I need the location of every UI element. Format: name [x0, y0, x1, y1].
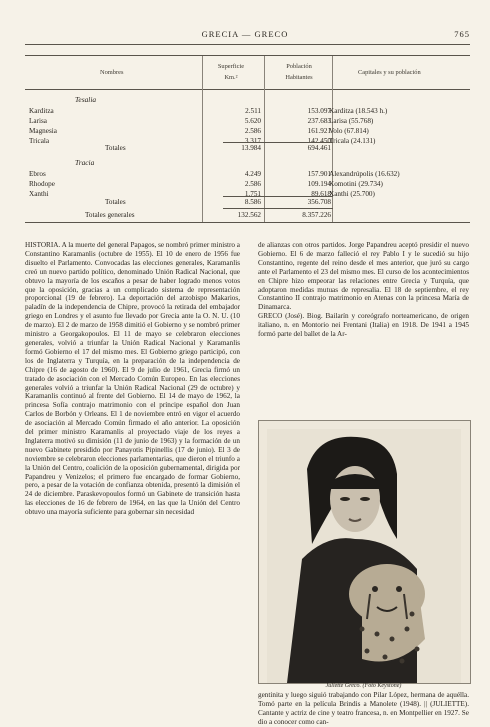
greco-jose-entry: GRECO (José). Biog. Bailarín y coreógrafo norteamericano, de origen italiano, n. en Montorio nei Frentani (Italia) en 1918. De 1941 a 1945 formó parte del ballet de la Ar-	[258, 312, 469, 339]
table-bottom-rule	[25, 222, 470, 223]
table-row: Ebros 4.249 157.901 Alexandrúpolis (16.632)	[29, 170, 400, 178]
table-row: Tricala 3.317 142.450 Tricala (24.131)	[29, 137, 376, 145]
page-number: 765	[454, 29, 470, 39]
table-top-rule	[25, 55, 470, 56]
col-names: Nombres	[100, 69, 124, 76]
running-header	[20, 29, 470, 43]
table-header-rule	[25, 89, 470, 90]
totals-row: Totales 8.586 356.708	[105, 198, 331, 206]
col-cap: Capitales y su población	[358, 69, 421, 76]
col-pob-1: Población	[286, 63, 312, 70]
table-row: Larisa 5.620 237.683 Larisa (55.768)	[29, 117, 374, 125]
right-column-bottom	[258, 691, 469, 726]
running-title: GRECIA — GRECO	[201, 29, 289, 39]
table-row: Xanthi 1.751 89.618 Xanthi (25.700)	[29, 190, 375, 198]
col-sup-1: Superficie	[217, 63, 245, 70]
photo	[258, 420, 471, 684]
table-row: Karditza 2.511 153.097 Karditza (18.543 h.)	[29, 107, 388, 115]
table-row: Rhodope 2.586 109.194 Komotini (29.734)	[29, 180, 383, 188]
left-column	[25, 241, 240, 711]
right-column-top	[258, 241, 469, 416]
totals-row: Totales 13.984 694.461	[105, 144, 331, 152]
grand-totals-row: Totales generales 132.562 8.357.226	[85, 211, 331, 219]
col-sup-2: Km.²	[224, 74, 238, 81]
history-continued: de alianzas con otros partidos. Jorge Papandreu aceptó presidir el nuevo Gobierno. El 6 de marzo falleció el rey Pablo I y le sucedió su hijo Constantino, regente del reino desde el mes anterior, que juró su cargo ante el Parlamento el 23 del mismo mes. El curso de los acontecimientos en Chipre hizo empeorar las relaciones entre Grecia y Turquía, que adoptaron medidas mutuas de represalia. El 18 de septiembre, el rey Constantino II contrajo matrimonio en Atenas con la princesa María de Dinamarca.	[258, 241, 469, 312]
greco-juliette-entry: gentinita y luego siguió trabajando con Pilar López, hermana de aquélla. Tomó parte en la película Brindis a Manolete (1948). || (JULIETTE). Cantante y actriz de cine y teatro francesa, n. en Montpellier en 1927. Se dio a conocer como can-	[258, 691, 469, 726]
grand-rule	[223, 208, 333, 209]
photo-caption: Juliette Greco. (Foto Keystone)	[325, 683, 402, 689]
juliette-greco-photo	[267, 429, 461, 683]
header-rule	[25, 44, 470, 45]
history-paragraph: HISTORIA. A la muerte del general Papagos, se nombró primer ministro a Constantino Karamanlis (octubre de 1955). El 10 de enero de 1956 fue disuelto el Parlamento. Convocadas las elecciones generales, Karamanlis creó un nuevo partido político, denominado Unión Radical Nacional, que obtuvo la mayoría de los escaños a pesar de haber logrado menos votos que la oposición, gracias a un complicado sistema de representación proporcional (19 de febrero). La deportación del arzobispo Makarios, paladín de la independencia de Chipre, provocó la retirada del embajador griego en Londres y el asunto fue llevado por Grecia ante la O. N. U. (10 de marzo). El 2 de marzo de 1958 dimitió el Gobierno y se nombró primer ministro a Georgakopoulos. El 11 de mayo se celebraron elecciones generales, volvió a triunfar la Unión Radical Nacional y Karamanlis formó Gobierno el 17 del mismo mes. El Gobierno griego participó, con los de Inglaterra y Turquía, en la preparación de la independencia de Chipre (16 de agosto de 1960). El 9 de julio de 1961, Grecia firmó un tratado de asociación con el Mercado Común Europeo. En las elecciones generales volvió a triunfar la Unión Radical Nacional (29 de octubre) y Karamanlis continuó al frente del Gobierno. El 14 de mayo de 1962, la princesa Sofía contrajo matrimonio con el príncipe español don Juan Carlos de Borbón y Orleans. El 1 de noviembre entró en vigor el acuerdo de asociación al Mercado Común firmado el año anterior. La oposición del primer ministro Karamanlis al proyectado viaje de los reyes a Inglaterra motivó su dimisión (11 de junio de 1963) y la formación de un nuevo Gabinete presidido por Panayotis Pipinellis (17 de junio). El 3 de noviembre se celebraron elecciones parlamentarias, que dieron el triunfo a la Unión del Centro, coalición de la oposición gubernamental, dirigida por Papandreu y Venizelos; el primero fue encargado de formar Gobierno, pero, a pesar de la votación de confianza obtenida, presentó la dimisión el 24 de diciembre. Paraskevopoulos formó un Gabinete de transición hasta las elecciones de 16 de febrero de 1964, en las que la Unión del Centro obtuvo una mayoría suficiente para gobernar sin necesidad	[25, 241, 240, 517]
table-header	[25, 60, 470, 88]
region-title: Tracia	[75, 158, 95, 167]
table-row: Magnesia 2.586 161.921 Volo (67.814)	[29, 127, 369, 135]
col-pob-2: Habitantes	[285, 74, 313, 81]
region-title: Tesalia	[75, 95, 97, 104]
